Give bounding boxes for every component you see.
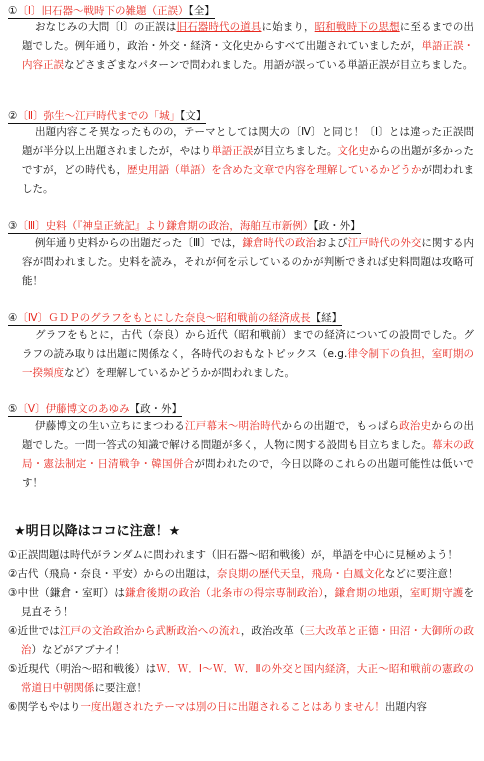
text-segment: などさまざまなパターンで問われました。用語が誤っている単語正誤が目立ちました。 (64, 59, 474, 71)
text-segment: 【政・外】 (129, 403, 183, 415)
text-segment: 伊藤博文の生い立ちにまつわる (35, 420, 186, 432)
section-body (22, 18, 474, 75)
text-segment: ②古代（飛鳥・奈良・平安）からの出題は， (8, 568, 217, 580)
text-segment: 出題内容 (384, 701, 427, 713)
notice-item (8, 584, 474, 622)
highlight-segment: 歴史用語（単語）を含めた文章で内容を理解しているかどうか (127, 164, 422, 176)
highlight-segment: 鎌倉期の地頭 (334, 587, 400, 599)
highlight-segment: 昭和戦時下の思想 (314, 21, 400, 33)
text-segment: ， (323, 587, 335, 599)
highlight-segment: 〔Ⅰ〕旧石器～戦時下の雑題（正誤） (17, 5, 189, 17)
text-segment: ⑤ (8, 403, 18, 415)
notice-list (8, 546, 474, 717)
highlight-segment: 律令制下の負担，室町期の一揆頻度 (22, 348, 474, 379)
text-segment: に至るまでの出題でした。例年通り，政治・外交・経済・文化史からすべて出題されていましたが， (22, 21, 475, 52)
text-segment: ① (8, 5, 18, 17)
notice-item (8, 698, 474, 717)
highlight-segment: 三大改革と正德・田沼・大御所の政治 (21, 625, 475, 656)
section-heading (8, 4, 215, 19)
text-segment: 【全】 (188, 5, 215, 17)
highlight-segment: 鎌倉後期の政治（北条市の得宗専制政治） (125, 587, 324, 599)
highlight-segment: 旧石器時代の道具 (176, 21, 262, 33)
notice-item (8, 565, 474, 584)
highlight-segment: Ｗ．Ｗ．Ⅰ～Ｗ．Ｗ．Ⅱの外交と国内経済，大正～昭和戦前の憲政の常道日中朝関係 (21, 663, 474, 694)
text-segment: 出題内容こそ異なったものの，テーマとしては関大の〔Ⅳ〕と同じ！〔Ⅰ〕とは違った正誤問題が半分以上出題されましたが，やはり (22, 126, 474, 157)
text-segment: 例年通り史料からの出題だった〔Ⅲ〕では， (35, 237, 243, 249)
text-segment: ③中世（鎌倉・室町）は (8, 587, 126, 599)
text-segment: ）などがアブナイ！ (31, 644, 126, 656)
highlight-segment: 〔Ⅴ〕伊藤博文のあゆみ (17, 403, 130, 415)
text-segment: 【文】 (180, 110, 207, 122)
highlight-segment: 政治史 (399, 420, 432, 432)
highlight-segment: 文化史 (337, 145, 369, 157)
text-segment: などに要注意！ (384, 568, 459, 580)
highlight-segment: 〔Ⅱ〕弥生～江戸時代までの「城」 (17, 110, 181, 122)
highlight-segment: 江戸の文治政治から武断政治への流れ (59, 625, 241, 637)
section-heading (8, 219, 361, 234)
text-segment: を見直そう！ (21, 587, 475, 618)
notice-item (8, 622, 474, 660)
text-segment: ①正誤問題は時代がランダムに問われます（旧石器～昭和戦後）が，単語を中心に見極めよう！ (8, 549, 458, 561)
highlight-segment: 単語正誤 (211, 145, 254, 157)
text-segment: からの出題でした。一問一答式の知識で解ける問題が多く，人物に関する設問も目立ちました。 (22, 420, 475, 451)
section-body (22, 234, 474, 291)
highlight-segment: 江戸幕末～明治時代 (185, 420, 282, 432)
highlight-segment: 〔Ⅳ〕ＧＤＰのグラフをもとにした奈良～昭和戦前の経済成長 (17, 312, 311, 324)
text-segment: ，政治改革（ (240, 625, 305, 637)
section-body (22, 326, 474, 383)
text-segment: ⑤近現代（明治～昭和戦後）は (8, 663, 157, 675)
text-segment: に始まり， (261, 21, 315, 33)
text-segment: が目立ちました。 (253, 145, 338, 157)
highlight-segment: 室町期守護 (409, 587, 464, 599)
highlight-segment: 奈良期の歴代天皇，飛鳥・白鳳文化 (216, 568, 385, 580)
text-segment: など）を理解しているかどうかが問われました。 (64, 367, 295, 379)
section-heading (8, 311, 342, 326)
section-body (22, 123, 474, 199)
text-segment: に関する内容が問われました。史料を読み，それが何を示しているのかが判断できれば史料問題は攻略可能！ (22, 237, 475, 287)
text-segment: グラフをもとに，古代（奈良）から近代（昭和戦前）までの経済についての設問でした。グラフの読み取りは出題に関係なく，各時代のおもなトピックス（e.g. (22, 329, 474, 360)
text-segment: ③ (8, 220, 18, 232)
text-segment: が問われたので，今日以降のこれらの出題可能性は低いです！ (22, 458, 474, 489)
text-segment: ④近世では (8, 625, 60, 637)
text-segment: ② (8, 110, 18, 122)
text-segment: からの出題が多かったですが，どの時代も， (22, 145, 475, 176)
section-heading (8, 109, 206, 124)
highlight-segment: 〔Ⅲ〕史料（『神皇正統記』より鎌倉期の政治，海舶互市新例） (17, 220, 314, 232)
highlight-segment: 一度出題されたテーマは別の日に出題されることはありません！ (80, 701, 385, 713)
text-segment: 【経】 (310, 312, 343, 324)
highlight-segment: 幕末の政局・憲法制定・日清戦争・韓国併合 (22, 439, 475, 470)
highlight-segment: 鎌倉時代の政治 (242, 237, 317, 249)
highlight-segment: 単語正誤・内容正誤 (22, 40, 475, 71)
text-segment: ， (399, 587, 410, 599)
section-body (22, 417, 474, 493)
text-segment: に要注意！ (94, 682, 147, 694)
highlight-segment: 江戸時代の外交 (347, 237, 422, 249)
notice-title: ★明日以降はココに注意！★ (14, 524, 181, 539)
text-segment: ④ (8, 312, 18, 324)
section-heading (8, 402, 182, 417)
text-segment: からの出題で，もっぱら (281, 420, 400, 432)
text-segment: 【政・外】 (313, 220, 361, 232)
notice-item (8, 660, 474, 698)
notice-item (8, 546, 474, 565)
text-segment: ⑥関学もやはり (8, 701, 81, 713)
text-segment: および (316, 237, 348, 249)
text-segment: おなじみの大問〔Ⅰ〕の正誤は (35, 21, 177, 33)
text-segment: が問われました。 (22, 164, 475, 195)
